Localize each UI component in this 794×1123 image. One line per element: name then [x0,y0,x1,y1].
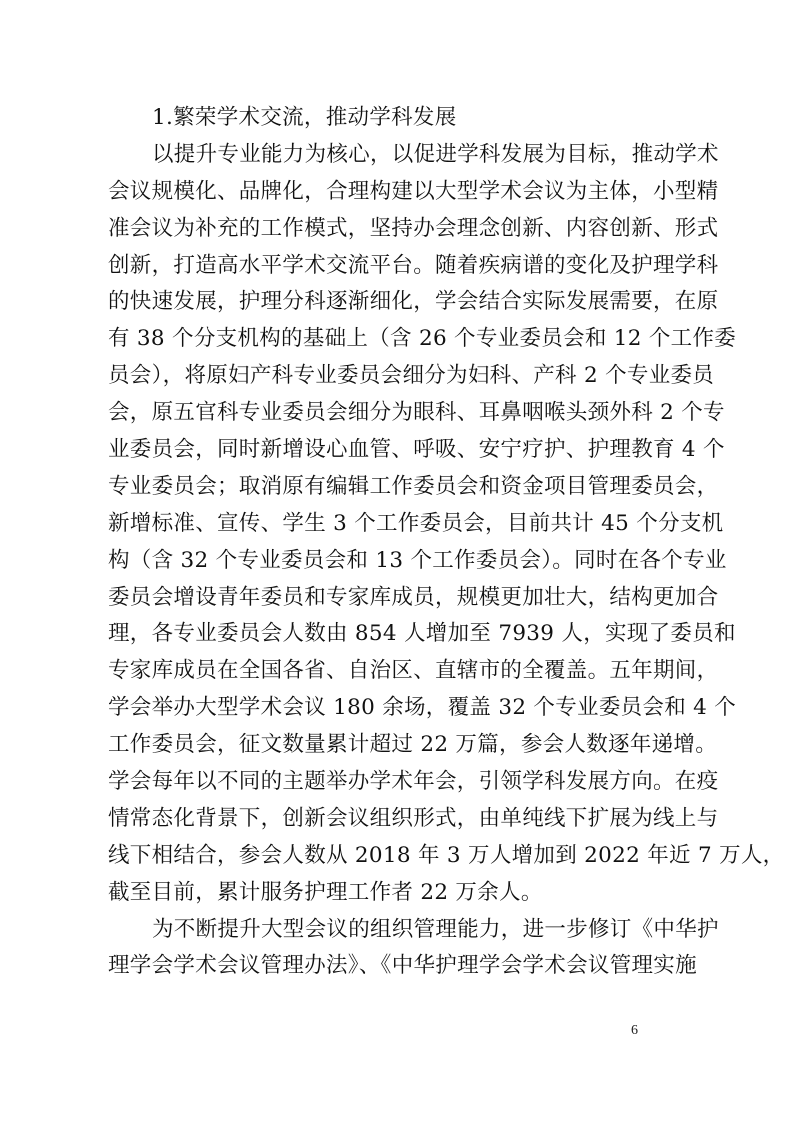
paragraph [108,137,785,912]
text-line: 的快速发展，护理分科逐渐细化，学会结合实际发展需要，在原 [108,289,719,315]
text-line: 专业委员会；取消原有编辑工作委员会和资金项目管理委员会， [108,473,719,499]
text-line: 学会举办大型学术会议 180 余场，覆盖 32 个专业委员会和 4 个 [108,695,737,721]
text-line: 线下相结合，参会人数从 2018 年 3 万人增加到 2022 年近 7 万人， [108,842,785,868]
text-line: 构（含 32 个专业委员会和 13 个工作委员会）。同时在各个专业 [108,547,727,573]
text-line: 理学会学术会议管理办法》、《中华护理学会学术会议管理实施 [108,953,697,979]
text-line: 准会议为补充的工作模式，坚持办会理念创新、内容创新、形式 [108,215,719,241]
text-line: 员会），将原妇产科专业委员会细分为妇科、产科 2 个专业委员 [108,363,715,389]
text-line: 委员会增设青年委员和专家库成员，规模更加壮大，结构更加合 [108,584,719,610]
text-line: 会，原五官科专业委员会细分为眼科、耳鼻咽喉头颈外科 2 个专 [108,400,725,426]
text-line: 会议规模化、品牌化，合理构建以大型学术会议为主体，小型精 [108,178,719,204]
text-line: 新增标准、宣传、学生 3 个工作委员会，目前共计 45 个分支机 [108,510,724,536]
section-heading: 1.繁荣学术交流，推动学科发展 [152,105,457,130]
text-line: 理，各专业委员会人数由 854 人增加至 7939 人，实现了委员和 [108,621,736,647]
text-line: 以提升专业能力为核心，以促进学科发展为目标，推动学术 [152,141,719,167]
body-text [108,100,785,985]
text-line: 为不断提升大型会议的组织管理能力，进一步修订《中华护 [152,916,719,942]
text-line: 截至目前，累计服务护理工作者 22 万余人。 [108,879,543,905]
paragraph [108,912,719,986]
text-line: 有 38 个分支机构的基础上（含 26 个专业委员会和 12 个工作委 [108,326,737,352]
text-line: 专家库成员在全国各省、自治区、直辖市的全覆盖。五年期间， [108,658,719,684]
text-line: 业委员会，同时新增设心血管、呼吸、安宁疗护、护理教育 4 个 [108,437,725,463]
text-line: 情常态化背景下，创新会议组织形式，由单纯线下扩展为线上与 [108,805,719,831]
text-line: 创新，打造高水平学术交流平台。随着疾病谱的变化及护理学科 [108,252,719,278]
page-number: 6 [631,1023,638,1038]
text-line: 学会每年以不同的主题举办学术年会，引领学科发展方向。在疫 [108,769,719,795]
text-line: 工作委员会，征文数量累计超过 22 万篇，参会人数逐年递增。 [108,732,718,758]
